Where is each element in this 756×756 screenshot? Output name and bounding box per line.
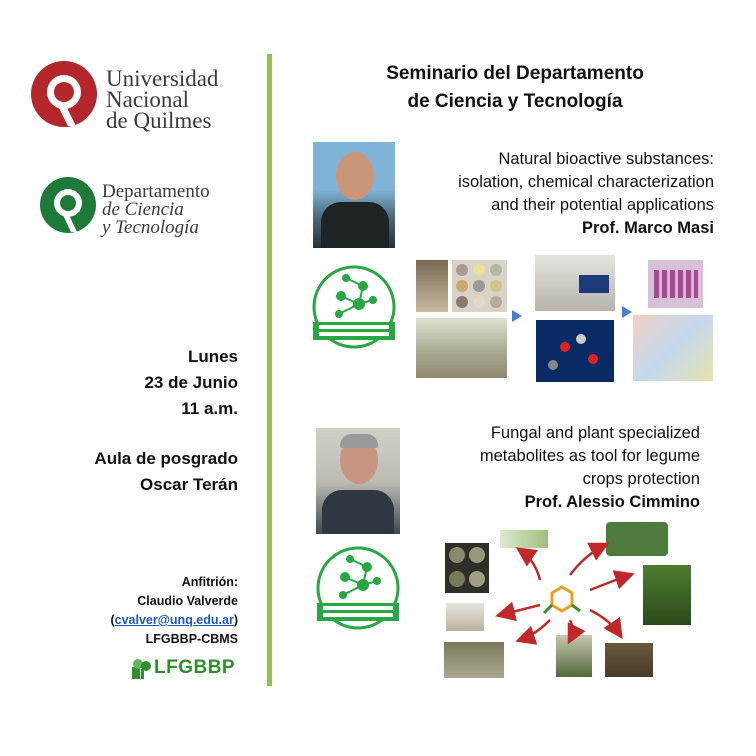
event-place-line1: Aula de posgrado [94, 449, 238, 468]
petri-dish-grid [452, 260, 507, 312]
talk-2-title-line3: crops protection [582, 470, 700, 488]
dept-name [102, 183, 210, 237]
talk-2-title-line1: Fungal and plant specialized [490, 424, 700, 442]
arrow-right-icon [512, 310, 522, 322]
event-place [94, 446, 238, 498]
unq-name [106, 68, 218, 131]
arrow-right-icon-2 [622, 306, 632, 318]
dept-name-line1: Departamento [102, 181, 210, 202]
seminar-title-line1: Seminario del Departamento [386, 63, 644, 84]
event-place-line2: Oscar Terán [140, 475, 238, 494]
host-email-open-paren: ( [110, 613, 115, 627]
field-plants-photo [416, 318, 507, 378]
dipartimento-scienze-chimiche-logo-1 [311, 264, 397, 350]
talk-2-info [480, 422, 700, 514]
seed-photo [446, 603, 484, 631]
applications-diagram [633, 315, 713, 381]
speaker-shirt [321, 202, 389, 248]
event-date-text: 23 de Junio [144, 373, 238, 392]
seminar-title-line2: de Ciencia y Tecnología [407, 91, 623, 112]
event-time: 11 a.m. [181, 399, 238, 418]
well-plate-photo [648, 260, 703, 308]
host-name: Claudio Valverde [137, 594, 238, 608]
seminar-title [310, 60, 720, 116]
speaker-head [336, 152, 374, 200]
host-info [110, 573, 238, 649]
unq-name-line1: Universidad [106, 66, 219, 91]
talk-1-speaker: Prof. Marco Masi [581, 219, 714, 237]
unq-name-line3: de Quilmes [106, 108, 212, 133]
host-email-close-paren: ) [233, 613, 238, 627]
host-email-link[interactable]: cvalver@unq.edu.ar [114, 613, 234, 627]
speaker-photo-alessio-cimmino [316, 428, 400, 534]
cycle-arrows [480, 520, 650, 680]
dipartimento-scienze-chimiche-logo-2 [315, 545, 401, 631]
event-day: Lunes [187, 347, 238, 366]
host-email-line [110, 611, 238, 630]
plant-photo [643, 565, 691, 625]
lfgbbp-logo-text: LFGBBP [154, 657, 236, 678]
sprout-icon [130, 657, 154, 681]
dept-name-line3: y Tecnología [102, 217, 199, 238]
fungus-photo [416, 260, 448, 312]
departamento-logo [38, 175, 258, 250]
molecule-structure [536, 320, 614, 382]
talk-1-title-line3: and their potential applications [491, 196, 714, 214]
unq-q-emblem-icon [28, 60, 100, 132]
talk-2-title-line2: metabolites as tool for legume [479, 447, 700, 465]
host-lab: LFGBBP-CBMS [145, 632, 238, 646]
dept-name-line2: de Ciencia [102, 199, 184, 220]
speaker-jacket [322, 490, 394, 534]
host-label: Anfitrión: [181, 575, 238, 589]
lfgbbp-logo [130, 655, 240, 683]
talk-2-speaker: Prof. Alessio Cimmino [524, 493, 700, 511]
talk-1-title-line2: isolation, chemical characterization [458, 173, 714, 191]
event-date [144, 344, 238, 422]
vertical-divider [267, 54, 272, 686]
universidad-quilmes-logo [28, 60, 248, 140]
lab-instrument-photo [535, 255, 615, 311]
talk-1-title-line1: Natural bioactive substances: [498, 150, 714, 168]
dept-q-emblem-icon [38, 175, 98, 235]
talk-1-info [458, 148, 714, 240]
speaker-photo-marco-masi [313, 142, 395, 248]
unq-name-line2: Nacional [106, 87, 190, 112]
